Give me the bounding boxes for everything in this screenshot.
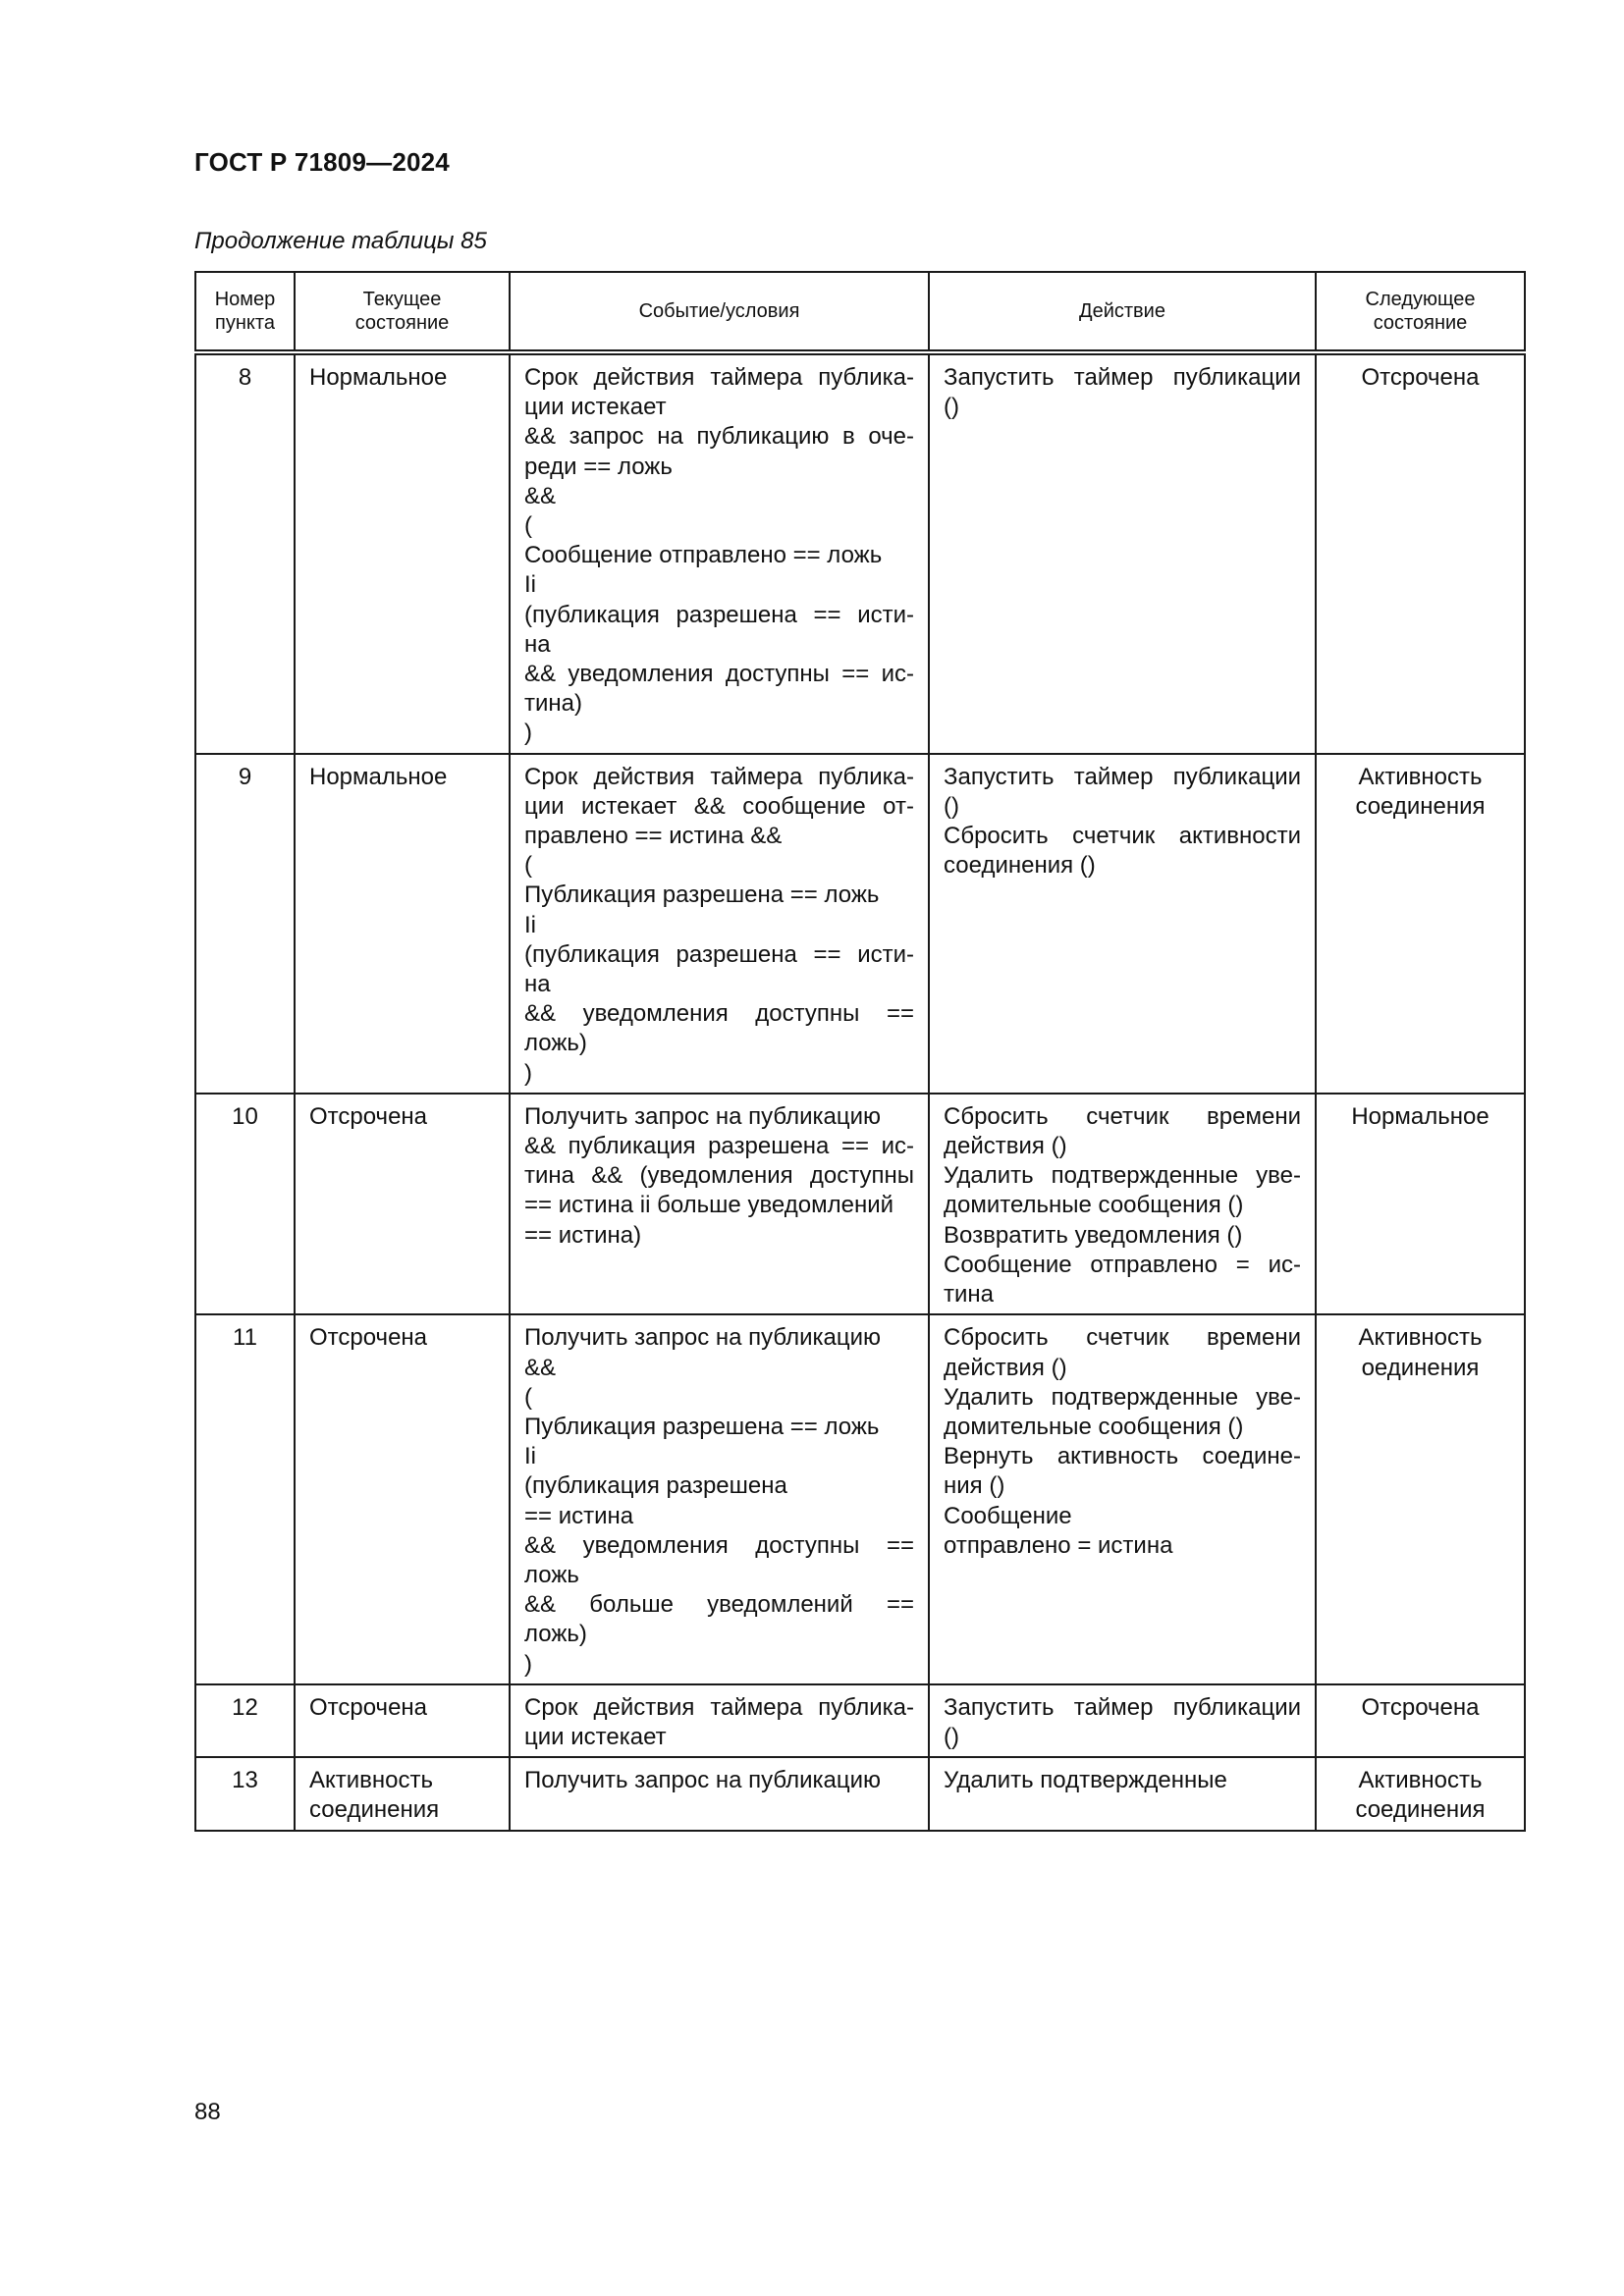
cell-event-line: правлено == истина && xyxy=(524,823,783,850)
cell-event-line: ложь) xyxy=(524,1621,587,1648)
cell-action-line: () xyxy=(944,792,959,820)
cell-event-line: == истина) xyxy=(524,1221,642,1249)
cell-action-line: () xyxy=(944,1723,959,1750)
column-header-line: Номер xyxy=(214,289,276,310)
cell-event-line: Получить запрос на публикацию xyxy=(524,1324,881,1352)
cell-next-state-line: соединения xyxy=(1355,792,1486,820)
table-row xyxy=(195,1094,1525,1314)
cell-action-line: Сбросить счетчик времени xyxy=(944,1102,1301,1130)
cell-event-line: (публикация разрешена == исти- xyxy=(524,601,914,628)
cell-event-line: Получить запрос на публикацию xyxy=(524,1102,881,1130)
table-row xyxy=(195,1757,1525,1830)
cell-event-line: == истина ii больше уведомлений xyxy=(524,1192,894,1219)
cell-event-line: на xyxy=(524,971,551,998)
cell-action-line: Сбросить счетчик активности xyxy=(944,823,1301,850)
cell-action-line: действия () xyxy=(944,1133,1067,1160)
column-header-action xyxy=(929,272,1316,352)
cell-current-state xyxy=(295,1684,510,1757)
column-header-line: состояние xyxy=(1373,312,1468,334)
cell-next-state-line: Активность xyxy=(1358,1324,1483,1352)
cell-current-state-line: Отсрочена xyxy=(309,1102,428,1130)
cell-event-line: ) xyxy=(524,720,532,747)
cell-action-line: Сбросить счетчик времени xyxy=(944,1324,1301,1352)
cell-action-line: Запустить таймер публикации xyxy=(944,1693,1301,1721)
cell-number: 9 xyxy=(195,754,295,1094)
cell-current-state xyxy=(295,1314,510,1683)
table-row xyxy=(195,1314,1525,1683)
cell-next-state-line: Отсрочена xyxy=(1361,1693,1480,1721)
column-header-line: Действие xyxy=(1079,300,1165,322)
cell-event-line: Ii xyxy=(524,1443,536,1470)
cell-action xyxy=(929,1094,1316,1314)
cell-action-line: домительные сообщения () xyxy=(944,1192,1244,1219)
cell-event-line: ( xyxy=(524,852,532,880)
cell-next-state-line: Нормальное xyxy=(1351,1102,1489,1130)
cell-action-line: действия () xyxy=(944,1354,1067,1381)
cell-event-line: ции истекает xyxy=(524,394,667,421)
cell-current-state xyxy=(295,1757,510,1830)
cell-event-line: на xyxy=(524,630,551,658)
cell-current-state-line: Отсрочена xyxy=(309,1693,428,1721)
cell-event-line: Публикация разрешена == ложь xyxy=(524,881,880,909)
cell-number: 10 xyxy=(195,1094,295,1314)
cell-event xyxy=(510,1094,929,1314)
cell-event xyxy=(510,352,929,754)
cell-event-line: Срок действия таймера публика- xyxy=(524,364,914,391)
cell-number: 13 xyxy=(195,1757,295,1830)
cell-current-state-line: Нормальное xyxy=(309,364,448,391)
cell-event-line: (публикация разрешена == исти- xyxy=(524,940,914,968)
cell-current-state-line: соединения xyxy=(309,1796,440,1824)
cell-action-line: отправлено = истина xyxy=(944,1531,1173,1559)
cell-event-line: ции истекает && сообщение от- xyxy=(524,792,914,820)
cell-event-line: Сообщение отправлено == ложь xyxy=(524,542,883,569)
column-header-next-state xyxy=(1316,272,1525,352)
cell-event xyxy=(510,1757,929,1830)
cell-action-line: домительные сообщения () xyxy=(944,1413,1244,1440)
cell-event-line: && запрос на публикацию в оче- xyxy=(524,423,914,451)
cell-event xyxy=(510,1684,929,1757)
cell-current-state-line: Нормальное xyxy=(309,763,448,790)
table-header-row xyxy=(195,272,1525,352)
cell-event-line: ) xyxy=(524,1059,532,1087)
cell-event-line: ) xyxy=(524,1650,532,1678)
cell-next-state xyxy=(1316,1757,1525,1830)
column-header-event xyxy=(510,272,929,352)
cell-action-line: Удалить подтвержденные xyxy=(944,1767,1227,1794)
cell-next-state-line: оединения xyxy=(1361,1354,1480,1381)
cell-event xyxy=(510,754,929,1094)
table-body xyxy=(195,352,1525,1831)
cell-event-line: && уведомления доступны == xyxy=(524,1000,914,1028)
cell-action xyxy=(929,754,1316,1094)
cell-event-line: ции истекает xyxy=(524,1723,667,1750)
cell-next-state xyxy=(1316,352,1525,754)
column-header-line: пункта xyxy=(215,312,275,334)
column-header-number xyxy=(195,272,295,352)
cell-number: 8 xyxy=(195,352,295,754)
cell-event-line: && публикация разрешена == ис- xyxy=(524,1133,914,1160)
cell-action-line: ния () xyxy=(944,1472,1005,1500)
cell-action-line: Вернуть активность соедине- xyxy=(944,1443,1301,1470)
column-header-current-state xyxy=(295,272,510,352)
cell-next-state xyxy=(1316,1314,1525,1683)
cell-event-line: Срок действия таймера публика- xyxy=(524,763,914,790)
cell-next-state-line: Активность xyxy=(1358,1767,1483,1794)
state-transition-table xyxy=(194,271,1526,1832)
page-number: 88 xyxy=(194,2099,221,2125)
cell-next-state-line: Отсрочена xyxy=(1361,364,1480,391)
table-head xyxy=(195,272,1525,352)
cell-event xyxy=(510,1314,929,1683)
cell-event-line: ложь) xyxy=(524,1030,587,1057)
cell-event-line: Публикация разрешена == ложь xyxy=(524,1413,880,1440)
cell-event-line: Получить запрос на публикацию xyxy=(524,1767,881,1794)
cell-next-state-line: соединения xyxy=(1355,1796,1486,1824)
cell-current-state xyxy=(295,754,510,1094)
cell-current-state-line: Отсрочена xyxy=(309,1324,428,1352)
cell-action-line: Запустить таймер публикации xyxy=(944,763,1301,790)
table-row xyxy=(195,1684,1525,1757)
cell-action xyxy=(929,1757,1316,1830)
cell-next-state-line: Активность xyxy=(1358,763,1483,790)
cell-event-line: тина) xyxy=(524,690,582,718)
cell-event-line: ложь xyxy=(524,1561,579,1588)
cell-current-state xyxy=(295,352,510,754)
cell-event-line: && xyxy=(524,1354,557,1381)
cell-number: 12 xyxy=(195,1684,295,1757)
cell-event-line: реди == ложь xyxy=(524,453,673,480)
column-header-line: Текущее xyxy=(362,289,442,310)
cell-action-line: тина xyxy=(944,1281,994,1308)
column-header-line: Событие/условия xyxy=(638,300,800,322)
table-caption: Продолжение таблицы 85 xyxy=(194,228,487,254)
cell-current-state xyxy=(295,1094,510,1314)
cell-action-line: соединения () xyxy=(944,852,1096,880)
cell-event-line: && xyxy=(524,482,557,509)
cell-action-line: Сообщение xyxy=(944,1502,1072,1529)
cell-event-line: (публикация разрешена xyxy=(524,1472,787,1500)
column-header-line: состояние xyxy=(354,312,450,334)
column-header-line: Следующее xyxy=(1365,289,1476,310)
table-row xyxy=(195,754,1525,1094)
cell-event-line: Ii xyxy=(524,571,536,599)
cell-number: 11 xyxy=(195,1314,295,1683)
cell-event-line: == истина xyxy=(524,1502,634,1529)
cell-action xyxy=(929,352,1316,754)
cell-next-state xyxy=(1316,1684,1525,1757)
cell-action xyxy=(929,1684,1316,1757)
table-container xyxy=(194,271,1524,1832)
cell-action-line: Возвратить уведомления () xyxy=(944,1221,1243,1249)
cell-event-line: && уведомления доступны == ис- xyxy=(524,661,914,688)
cell-event-line: Срок действия таймера публика- xyxy=(524,1693,914,1721)
cell-action-line: Запустить таймер публикации xyxy=(944,364,1301,391)
cell-event-line: && больше уведомлений == xyxy=(524,1591,914,1619)
cell-event-line: ( xyxy=(524,512,532,540)
cell-action-line: Сообщение отправлено = ис- xyxy=(944,1251,1301,1278)
cell-event-line: ( xyxy=(524,1383,532,1411)
cell-action xyxy=(929,1314,1316,1683)
document-header: ГОСТ Р 71809—2024 xyxy=(194,147,450,177)
cell-action-line: Удалить подтвержденные уве- xyxy=(944,1383,1301,1411)
cell-next-state xyxy=(1316,1094,1525,1314)
cell-current-state-line: Активность xyxy=(309,1767,434,1794)
table-row xyxy=(195,352,1525,754)
cell-action-line: () xyxy=(944,394,959,421)
cell-event-line: && уведомления доступны == xyxy=(524,1531,914,1559)
cell-event-line: Ii xyxy=(524,911,536,938)
cell-next-state xyxy=(1316,754,1525,1094)
cell-action-line: Удалить подтвержденные уве- xyxy=(944,1162,1301,1190)
cell-event-line: тина && (уведомления доступны xyxy=(524,1162,914,1190)
